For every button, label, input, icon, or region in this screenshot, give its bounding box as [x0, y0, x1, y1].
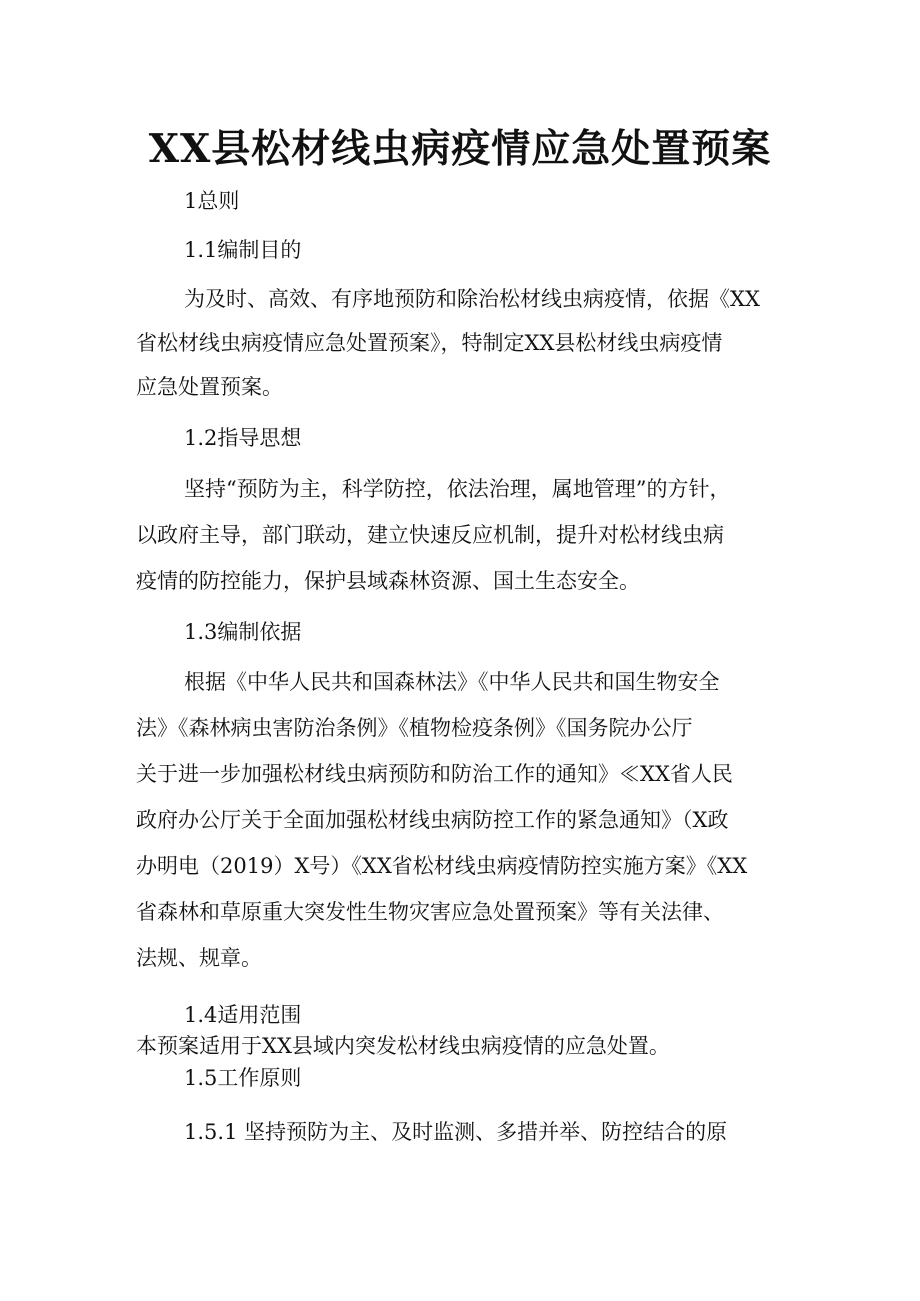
paragraph-line: 省森林和草原重大突发性生物灾害应急处置预案》等有关法律、 [136, 900, 724, 924]
paragraph-line: 关于进一步加强松材线虫病预防和防治工作的通知》≪XX省人民 [136, 762, 733, 786]
paragraph-line: 省松材线虫病疫情应急处置预案》，特制定XX县松材线虫病疫情 [136, 331, 723, 355]
paragraph-line: 根据《中华人民共和国森林法》《中华人民共和国生物安全 [184, 670, 720, 694]
paragraph-line: 本预案适用于XX县域内突发松材线虫病疫情的应急处置。 [136, 1034, 670, 1058]
section-heading-1-2: 1.2指导思想 [184, 426, 302, 450]
paragraph-line: 以政府主导，部门联动，建立快速反应机制，提升对松材线虫病 [136, 523, 724, 547]
paragraph-line: 疫情的防控能力，保护县域森林资源、国土生态安全。 [136, 569, 640, 593]
paragraph-line: 坚持“预防为主，科学防控，依法治理，属地管理”的方针， [184, 477, 731, 501]
paragraph-line: 法》《森林病虫害防治条例》《植物检疫条例》《国务院办公厅 [136, 716, 693, 740]
paragraph-line: 应急处置预案。 [136, 375, 283, 399]
section-heading-1-5: 1.5工作原则 [184, 1066, 302, 1090]
section-heading-1-4: 1.4适用范围 [184, 1003, 302, 1027]
section-heading-1-3: 1.3编制依据 [184, 620, 302, 644]
section-heading-1-5-1: 1.5.1 坚持预防为主、及时监测、多措并举、防控结合的原 [184, 1120, 728, 1144]
section-heading-1-1: 1.1编制目的 [184, 238, 302, 262]
paragraph-line: 为及时、高效、有序地预防和除治松材线虫病疫情，依据《XX [184, 287, 760, 311]
paragraph-line: 政府办公厅关于全面加强松材线虫病防控工作的紧急通知》（X政 [136, 808, 729, 832]
paragraph-line: 办明电（2019）X号）《XX省松材线虫病疫情防控实施方案》《XX [136, 854, 748, 878]
section-heading-1: 1总则 [184, 189, 240, 213]
paragraph-line: 法规、规章。 [136, 946, 262, 970]
document-title: XX县松材线虫病疫情应急处置预案 [148, 126, 772, 172]
